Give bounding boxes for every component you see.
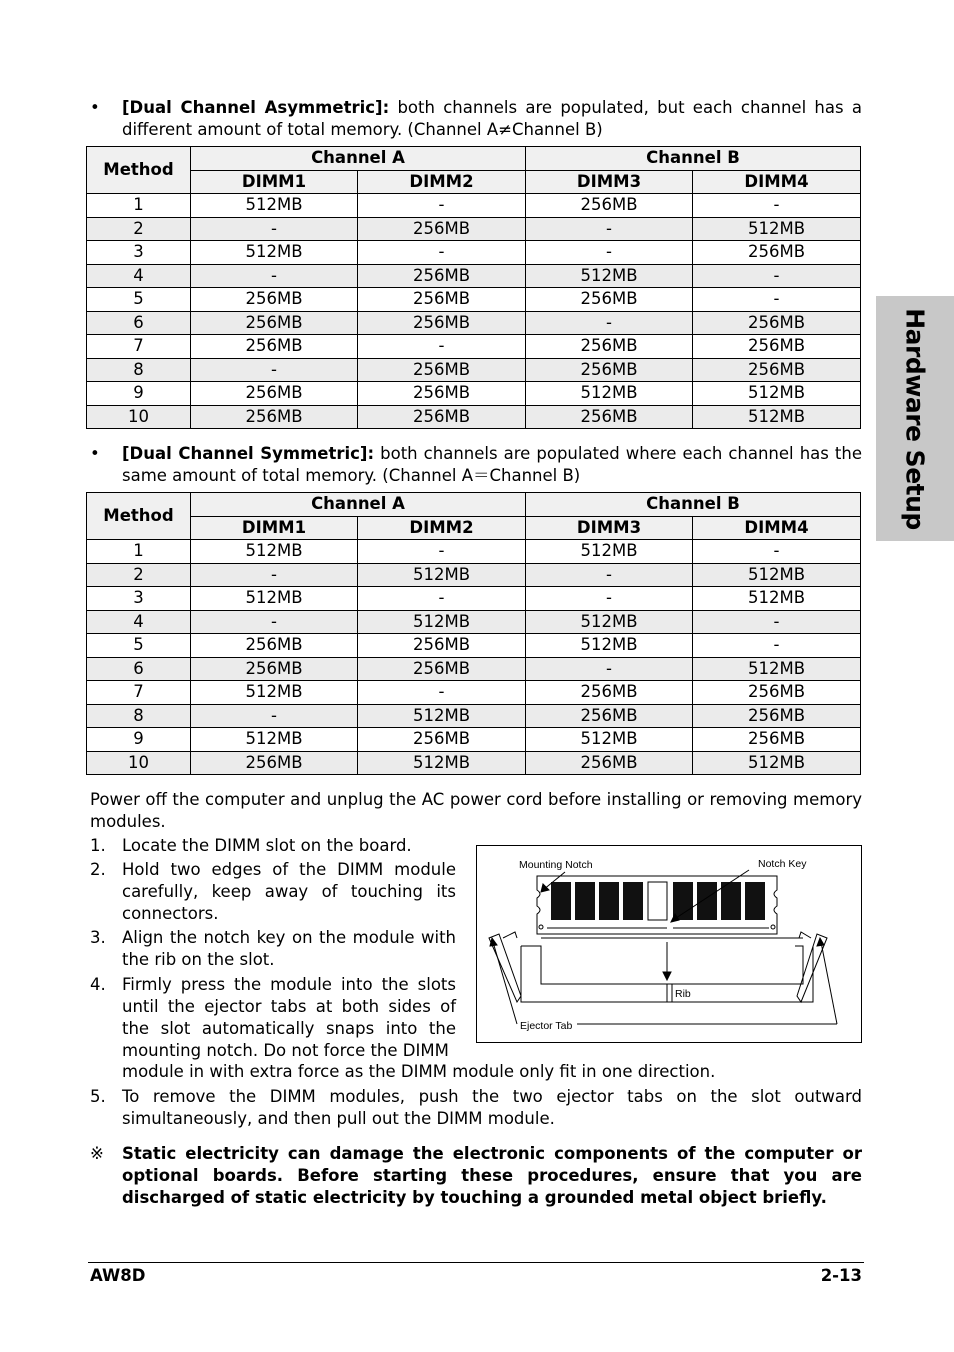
table-row <box>87 540 861 564</box>
header-dimm3: DIMM3 <box>526 516 693 540</box>
dimm-cell: 512MB <box>693 563 861 587</box>
method-cell: 2 <box>87 217 191 241</box>
table-row <box>87 217 861 241</box>
dimm-cell: - <box>693 288 861 312</box>
label-notch-key: Notch Key <box>758 858 807 870</box>
method-cell: 1 <box>87 194 191 218</box>
symmetric-bullet <box>90 443 862 487</box>
dimm-cell: 512MB <box>191 587 358 611</box>
dimm-cell: 256MB <box>358 264 526 288</box>
dimm-cell: 256MB <box>526 681 693 705</box>
warning-text: Static electricity can damage the electronic components of the computer or optional boards. Before starting these procedures, ensure that you are discharged of static electricity by touching a grounded metal object briefly. <box>122 1144 862 1207</box>
symmetric-heading: [Dual Channel Symmetric]: <box>122 444 375 463</box>
method-cell: 3 <box>87 241 191 265</box>
header-dimm2: DIMM2 <box>358 516 526 540</box>
dimm-cell: 256MB <box>693 681 861 705</box>
footer-page-number: 2-13 <box>820 1266 862 1285</box>
table-row <box>87 563 861 587</box>
dimm-cell: 256MB <box>358 405 526 429</box>
dimm-cell: 256MB <box>526 405 693 429</box>
method-cell: 8 <box>87 358 191 382</box>
dimm-cell: 512MB <box>693 217 861 241</box>
table-row <box>87 610 861 634</box>
dimm-cell: - <box>526 657 693 681</box>
dimm-cell: - <box>191 217 358 241</box>
label-mounting-notch: Mounting Notch <box>519 859 593 871</box>
dimm-cell: 512MB <box>191 194 358 218</box>
step-3 <box>90 927 456 971</box>
dimm-cell: 256MB <box>358 382 526 406</box>
method-cell: 9 <box>87 728 191 752</box>
dimm-cell: 512MB <box>358 610 526 634</box>
table-row <box>87 657 861 681</box>
dimm-cell: - <box>358 587 526 611</box>
dimm-cell: 256MB <box>191 288 358 312</box>
dimm-cell: 256MB <box>358 217 526 241</box>
memory-chips <box>551 882 765 920</box>
dimm-cell: - <box>358 241 526 265</box>
step-4 <box>90 974 456 1062</box>
method-cell: 3 <box>87 587 191 611</box>
step-text: Locate the DIMM slot on the board. <box>122 836 412 855</box>
header-channel-b: Channel B <box>526 147 861 171</box>
dimm-cell: 512MB <box>526 728 693 752</box>
method-cell: 1 <box>87 540 191 564</box>
dimm-cell: - <box>693 264 861 288</box>
dimm-cell: 256MB <box>693 358 861 382</box>
header-dimm2: DIMM2 <box>358 170 526 194</box>
method-cell: 9 <box>87 382 191 406</box>
table-row <box>87 405 861 429</box>
method-cell: 5 <box>87 288 191 312</box>
method-cell: 6 <box>87 657 191 681</box>
asymmetric-table <box>86 146 861 429</box>
static-warning <box>90 1143 862 1209</box>
dimm-cell: 256MB <box>526 335 693 359</box>
header-channel-b: Channel B <box>526 493 861 517</box>
dimm-cell: 256MB <box>526 751 693 775</box>
method-cell: 10 <box>87 751 191 775</box>
dimm-cell: 512MB <box>526 382 693 406</box>
dimm-cell: 512MB <box>191 681 358 705</box>
dimm-cell: - <box>191 610 358 634</box>
dimm-cell: - <box>191 563 358 587</box>
symmetric-text: both channels are populated where each channel has the same amount of total memory. (Channel A＝Channel B) <box>122 444 863 485</box>
method-cell: 8 <box>87 704 191 728</box>
asymmetric-bullet <box>90 97 862 141</box>
dimm-cell: 256MB <box>693 241 861 265</box>
dimm-cell: 256MB <box>526 194 693 218</box>
header-dimm1: DIMM1 <box>191 516 358 540</box>
table-row <box>87 681 861 705</box>
dimm-cell: - <box>693 634 861 658</box>
table-row <box>87 634 861 658</box>
dimm-cell: 256MB <box>191 405 358 429</box>
empty-chip-pad <box>648 882 667 920</box>
method-cell: 7 <box>87 681 191 705</box>
asymmetric-text: both channels are populated, but each channel has a different amount of total memory. (Channel A≠Channel B) <box>122 98 862 139</box>
footer-divider <box>88 1262 864 1263</box>
dimm-cell: 256MB <box>191 751 358 775</box>
dimm-cell: 256MB <box>526 358 693 382</box>
method-cell: 5 <box>87 634 191 658</box>
step-2 <box>90 859 456 925</box>
step-number: 5. <box>90 1087 106 1106</box>
step-text: Hold two edges of the DIMM module carefully, keep away of touching its connectors. <box>122 860 456 923</box>
step-text: Align the notch key on the module with the rib on the slot. <box>122 928 456 969</box>
header-dimm4: DIMM4 <box>693 516 861 540</box>
dimm-cell: 256MB <box>191 657 358 681</box>
dimm-cell: 512MB <box>358 563 526 587</box>
method-cell: 4 <box>87 610 191 634</box>
table-row <box>87 288 861 312</box>
dimm-cell: - <box>191 704 358 728</box>
dimm-cell: 256MB <box>358 358 526 382</box>
dimm-cell: 256MB <box>693 704 861 728</box>
dimm-cell: 512MB <box>358 704 526 728</box>
dimm-cell: 512MB <box>693 657 861 681</box>
dimm-cell: - <box>191 264 358 288</box>
table-row <box>87 382 861 406</box>
header-dimm3: DIMM3 <box>526 170 693 194</box>
dimm-cell: 256MB <box>191 335 358 359</box>
dimm-cell: - <box>526 217 693 241</box>
table-row <box>87 587 861 611</box>
dimm-cell: 256MB <box>358 728 526 752</box>
dimm-cell: - <box>526 241 693 265</box>
table-row <box>87 264 861 288</box>
dimm-diagram-svg <box>477 846 861 1042</box>
dimm-cell: 512MB <box>358 751 526 775</box>
dimm-cell: 256MB <box>693 728 861 752</box>
intro-paragraph: Power off the computer and unplug the AC power cord before installing or removing memory modules. <box>90 790 862 831</box>
dimm-cell: 512MB <box>526 264 693 288</box>
header-dimm1: DIMM1 <box>191 170 358 194</box>
step-number: 1. <box>90 836 106 855</box>
dimm-cell: 512MB <box>693 751 861 775</box>
dimm-cell: 256MB <box>191 311 358 335</box>
header-channel-a: Channel A <box>191 493 526 517</box>
symmetric-table <box>86 492 861 775</box>
table-row <box>87 335 861 359</box>
dimm-cell: 512MB <box>693 587 861 611</box>
table-row <box>87 704 861 728</box>
bullet-dot: • <box>90 444 100 463</box>
dimm-cell: - <box>358 335 526 359</box>
header-method: Method <box>87 147 191 194</box>
table-row <box>87 358 861 382</box>
dimm-cell: 256MB <box>693 335 861 359</box>
step-text-continued: module in with extra force as the DIMM module only fit in one direction. <box>122 1062 716 1081</box>
dimm-cell: 256MB <box>526 288 693 312</box>
step-number: 2. <box>90 860 106 879</box>
table-row <box>87 194 861 218</box>
table-row <box>87 311 861 335</box>
dimm-cell: - <box>191 358 358 382</box>
dimm-cell: - <box>358 540 526 564</box>
header-channel-a: Channel A <box>191 147 526 171</box>
dimm-cell: - <box>526 563 693 587</box>
method-cell: 7 <box>87 335 191 359</box>
asymmetric-heading: [Dual Channel Asymmetric]: <box>122 98 390 117</box>
step-number: 4. <box>90 975 106 994</box>
section-side-tab <box>876 296 954 541</box>
dimm-cell: 512MB <box>526 540 693 564</box>
dimm-cell: - <box>693 540 861 564</box>
step-text: To remove the DIMM modules, push the two ejector tabs on the slot outward simultaneously, and then pull out the DIMM module. <box>122 1087 862 1128</box>
dimm-cell: 256MB <box>526 704 693 728</box>
dimm-cell: 256MB <box>358 288 526 312</box>
dimm-cell: 512MB <box>191 241 358 265</box>
side-tab-label: Hardware Setup <box>900 307 930 530</box>
dimm-cell: 256MB <box>191 634 358 658</box>
header-dimm4: DIMM4 <box>693 170 861 194</box>
dimm-cell: 256MB <box>358 634 526 658</box>
dimm-cell: - <box>358 681 526 705</box>
dimm-cell: 512MB <box>191 728 358 752</box>
dimm-cell: 512MB <box>191 540 358 564</box>
dimm-cell: - <box>693 610 861 634</box>
table-row <box>87 241 861 265</box>
dimm-cell: - <box>693 194 861 218</box>
step-4-continued <box>90 1061 830 1083</box>
dimm-cell: 256MB <box>693 311 861 335</box>
dimm-cell: 256MB <box>358 311 526 335</box>
method-cell: 10 <box>87 405 191 429</box>
step-number: 3. <box>90 928 106 947</box>
dimm-install-diagram <box>476 845 862 1043</box>
dimm-cell: 256MB <box>358 657 526 681</box>
table-row <box>87 751 861 775</box>
dimm-cell: - <box>526 311 693 335</box>
dimm-cell: - <box>358 194 526 218</box>
header-method: Method <box>87 493 191 540</box>
label-rib: Rib <box>675 988 691 1000</box>
footer-model: AW8D <box>90 1266 146 1285</box>
table-row <box>87 728 861 752</box>
dimm-cell: 512MB <box>693 405 861 429</box>
bullet-dot: • <box>90 98 100 117</box>
step-5 <box>90 1086 862 1130</box>
step-text: Firmly press the module into the slots until the ejector tabs at both sides of the slot automatically snaps into the mounting notch. Do not force the DIMM <box>122 975 456 1060</box>
step-1 <box>90 835 456 857</box>
method-cell: 6 <box>87 311 191 335</box>
callout-arrows <box>490 870 837 1024</box>
method-cell: 4 <box>87 264 191 288</box>
dimm-cell: 512MB <box>526 610 693 634</box>
label-ejector-tab: Ejector Tab <box>520 1020 573 1032</box>
dimm-cell: 512MB <box>526 634 693 658</box>
dimm-cell: - <box>526 587 693 611</box>
reference-mark-icon: ※ <box>90 1144 104 1163</box>
method-cell: 2 <box>87 563 191 587</box>
dimm-cell: 512MB <box>693 382 861 406</box>
dimm-cell: 256MB <box>191 382 358 406</box>
